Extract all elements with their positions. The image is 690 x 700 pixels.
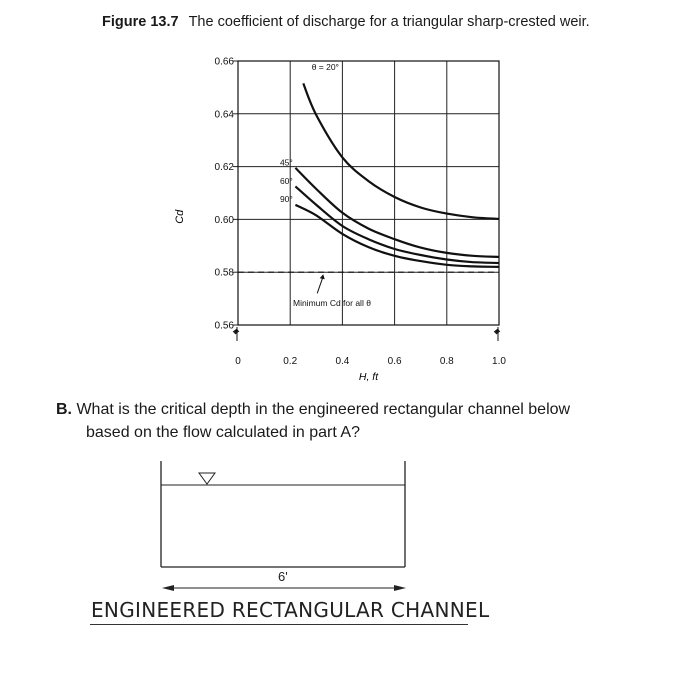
series-line-0: [303, 83, 499, 219]
plot-frame: [238, 61, 499, 325]
y-tick-label: 0.60: [214, 214, 234, 226]
y-axis-label: Cd: [174, 209, 186, 224]
question-letter: B.: [56, 401, 72, 418]
x-tick-label: 0.6: [387, 356, 402, 367]
x-tick-label: 0.2: [283, 356, 298, 367]
axis-break-1: [494, 329, 500, 334]
minimum-cd-arrow: [317, 276, 323, 293]
channel-title-underline: [90, 624, 468, 625]
y-tick-label: 0.58: [214, 267, 234, 279]
x-tick-label: 0.8: [439, 356, 454, 367]
y-tick-labels: [215, 57, 235, 332]
series-label-3: 90°: [279, 194, 293, 205]
chart-annotations: [280, 62, 371, 308]
minimum-cd-arrowhead-icon: [320, 274, 325, 279]
figure-caption-text: The coefficient of discharge for a triangular sharp-crested weir.: [188, 14, 590, 30]
series-label-0: θ = 20°: [311, 62, 339, 73]
minimum-cd-label: Minimum Cd for all θ: [292, 298, 371, 309]
figure-label: Figure 13.7: [102, 14, 179, 30]
channel-width-label: 6': [278, 569, 288, 584]
dimension-arrow-left-icon: [162, 585, 174, 591]
water-surface-icon: [199, 473, 215, 484]
series-label-2: 60°: [279, 175, 293, 186]
y-tick-label: 0.62: [214, 162, 234, 174]
channel-title: ENGINEERED RECTANGULAR CHANNEL: [91, 598, 490, 622]
dimension-arrow-right-icon: [394, 585, 406, 591]
axis-break-marks: [233, 327, 500, 341]
question-b: [56, 398, 676, 444]
series-label-1: 45°: [279, 157, 293, 168]
x-axis-label: H, ft: [358, 371, 379, 383]
y-tick-label: 0.64: [214, 109, 234, 121]
y-tick-label: 0.66: [214, 56, 234, 68]
question-line-1: What is the critical depth in the engineered rectangular channel below: [76, 401, 571, 418]
series-lines: [295, 83, 499, 267]
x-tick-label: 0.4: [335, 356, 350, 367]
question-line-2: based on the flow calculated in part A?: [86, 424, 360, 441]
y-tick-label: 0.56: [214, 320, 234, 332]
x-tick-labels: [235, 356, 506, 367]
x-tick-label: 0: [235, 356, 241, 367]
grid-lines: [233, 61, 499, 325]
x-tick-label: 1.0: [492, 356, 506, 367]
